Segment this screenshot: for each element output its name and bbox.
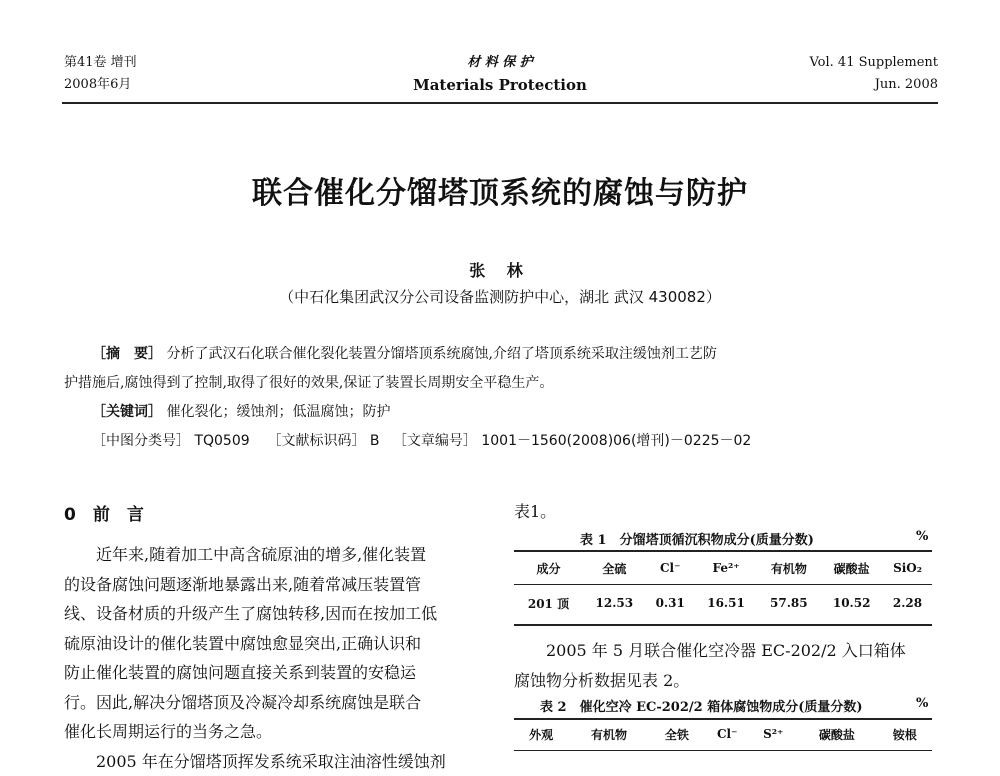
table-header: 有机物: [757, 553, 820, 583]
table1-caption: 表 1 分馏塔顶循沉积物成分(质量分数): [580, 529, 814, 548]
table2-header-row: [514, 720, 932, 748]
paper-title: 联合催化分馏塔顶系统的腐蚀与防护: [0, 168, 1000, 212]
table-header: Cl⁻: [704, 720, 750, 748]
table2-caption: 表 2 催化空冷 EC-202/2 箱体腐蚀物成分(质量分数): [540, 696, 863, 715]
body-line: 硫原油设计的催化装置中腐蚀愈显突出,正确认识和: [64, 629, 446, 659]
abstract-text: 分析了武汉石化联合催化裂化装置分馏塔顶系统腐蚀,介绍了塔顶系统采取注缓蚀剂工艺防: [166, 346, 716, 362]
header-date-en: Jun. 2008: [875, 74, 938, 96]
keywords: [92, 398, 390, 427]
classification: [92, 427, 751, 456]
table-header: S²⁺: [750, 720, 796, 748]
article-label: ［文章编号］: [393, 433, 477, 449]
table-cell: 201 顶: [514, 583, 583, 623]
right-paragraph: [514, 636, 906, 695]
affiliation: （中石化集团武汉分公司设备监测防护中心，湖北 武汉 430082）: [0, 286, 1000, 307]
table-cell: 0.31: [646, 583, 695, 623]
body-line: 催化长周期运行的当务之急。: [64, 717, 446, 747]
body-line: 2005 年在分馏塔顶挥发系统采取注油溶性缓蚀剂: [64, 747, 446, 776]
section-heading: 0 前 言: [64, 500, 144, 525]
body-line: 行。因此,解决分馏塔顶及冷凝冷却系统腐蚀是联合: [64, 688, 446, 718]
right-intro: 表1。: [514, 497, 556, 527]
body-line: 的设备腐蚀问题逐渐地暴露出来,随着常减压装置管: [64, 570, 446, 600]
table1: [514, 553, 932, 623]
table-cell: 16.51: [695, 583, 758, 623]
body-line: 线、设备材质的升级产生了腐蚀转移,因而在按加工低: [64, 599, 446, 629]
header-volume-en: Vol. 41 Supplement: [809, 52, 938, 74]
abstract-line2: 护措施后,腐蚀得到了控制,取得了很好的效果,保证了装置长周期安全平稳生产。: [64, 369, 553, 398]
table2-mid-rule: [514, 750, 932, 751]
table1-top-rule: [514, 550, 932, 552]
table-header: 碳酸盐: [820, 553, 883, 583]
header-rule: [62, 102, 938, 104]
table-header: 全硫: [583, 553, 646, 583]
table-header: 外观: [514, 720, 568, 748]
table1-header-row: [514, 553, 932, 583]
table2: [514, 720, 932, 748]
table-row: [514, 583, 932, 623]
table-header: 全铁: [650, 720, 704, 748]
doc-value: B: [370, 433, 380, 449]
table-cell: 2.28: [883, 583, 932, 623]
keywords-label: ［关键词］: [92, 404, 162, 420]
clc-value: TQ0509: [194, 433, 249, 449]
body-line: 防止催化装置的腐蚀问题直接关系到装置的安稳运: [64, 658, 446, 688]
table-cell: 57.85: [757, 583, 820, 623]
table-header: 铵根: [878, 720, 932, 748]
body-line: 近年来,随着加工中高含硫原油的增多,催化装置: [64, 540, 446, 570]
table1-bottom-rule: [514, 624, 932, 626]
table-header: 有机物: [568, 720, 649, 748]
table-header: 碳酸盐: [796, 720, 877, 748]
section-body: [64, 540, 446, 776]
journal-name-cn: 材 料 保 护: [0, 52, 1000, 74]
article-value: 1001－1560(2008)06(增刊)－0225－02: [481, 433, 751, 449]
table-cell: 10.52: [820, 583, 883, 623]
table-cell: 12.53: [583, 583, 646, 623]
journal-name-en: Materials Protection: [0, 74, 1000, 96]
table1-mid-rule: [514, 584, 932, 585]
abstract-label: ［摘 要］: [92, 346, 162, 362]
keywords-text: 催化裂化；缓蚀剂；低温腐蚀；防护: [166, 404, 390, 420]
table1-unit: %: [916, 529, 928, 544]
author: 张 林: [0, 258, 1000, 281]
table-header: Cl⁻: [646, 553, 695, 583]
header-date: 2008年6月: [64, 74, 131, 96]
body-line: 腐蚀物分析数据见表 2。: [514, 666, 906, 696]
table2-unit: %: [916, 696, 928, 711]
table-header: 成分: [514, 553, 583, 583]
table-header: SiO₂: [883, 553, 932, 583]
clc-label: ［中图分类号］: [92, 433, 190, 449]
header-volume: 第41卷 增刊: [64, 52, 137, 74]
abstract-line1: [92, 340, 717, 369]
table-header: Fe²⁺: [695, 553, 758, 583]
body-line: 2005 年 5 月联合催化空冷器 EC-202/2 入口箱体: [514, 636, 906, 666]
doc-label: ［文献标识码］: [267, 433, 365, 449]
